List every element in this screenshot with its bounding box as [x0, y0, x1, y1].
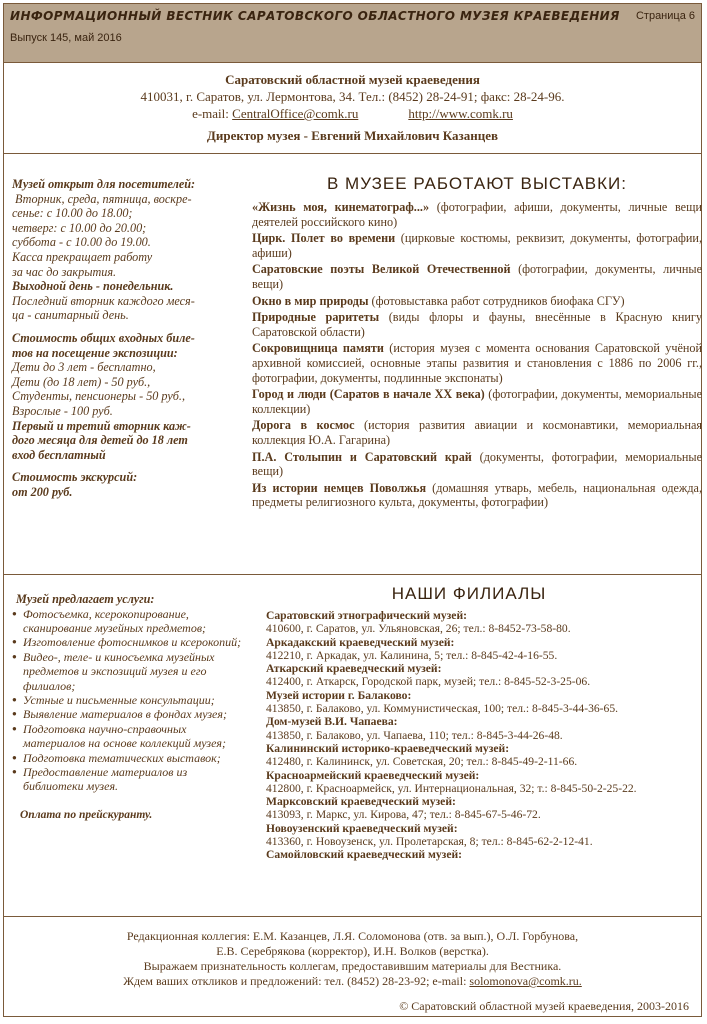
- branch-item: [266, 822, 702, 849]
- service-item: ● Фотосъемка, ксерокопирование, сканирование музейных предметов;: [12, 607, 244, 636]
- service-item: ● Подготовка тематических выставок;: [12, 751, 244, 765]
- exhibition-name: Город и люди (Саратов в начале XX века): [252, 387, 485, 402]
- branch-item: [266, 715, 702, 742]
- sanitary-line: Последний вторник каждого меся-: [12, 293, 195, 308]
- museum-address: 410031, г. Саратов, ул. Лермонтова, 34. Тел.: (8452) 28-24-91; факс: 28-24-96.: [140, 89, 565, 104]
- branch-address: 410600, г. Саратов, ул. Ульяновская, 26; тел.: 8-8452-73-58-80.: [266, 622, 571, 636]
- contact-links: [4, 105, 701, 122]
- branch-name: Саратовский этнографический музей:: [266, 609, 467, 622]
- day-off: Выходной день - понедельник.: [12, 279, 174, 294]
- exhibition-name: Сокровищница памяти: [252, 341, 384, 356]
- divider-top: [4, 153, 701, 154]
- issue-label: Выпуск 145, май 2016: [10, 32, 122, 44]
- exhibition-item: [252, 310, 702, 339]
- newsletter-title: ИНФОРМАЦИОННЫЙ ВЕСТНИК САРАТОВСКОГО ОБЛАСТНОГО МУЗЕЯ КРАЕВЕДЕНИЯ: [10, 9, 620, 23]
- branch-address: 412480, г. Калининск, ул. Советская, 20; тел.: 8-845-49-2-11-66.: [266, 755, 578, 769]
- service-item: ● Предоставление материалов из библиотеки музея.: [12, 765, 244, 794]
- exhibition-name: П.А. Столыпин и Саратовский край: [252, 449, 472, 464]
- exhibition-name: Саратовские поэты Великой Отечественной: [252, 262, 511, 277]
- page-number: Страница 6: [635, 10, 695, 22]
- divider-bottom: [4, 916, 701, 917]
- exhibitions-title: В МУЗЕЕ РАБОТАЮТ ВЫСТАВКИ:: [327, 174, 627, 193]
- pricing-note: Оплата по прейскуранту.: [20, 808, 153, 821]
- exhibition-item: [252, 341, 702, 385]
- exhibition-desc: (история развития авиации и космонавтики, мемориальная коллекция Ю.А. Гагарина): [252, 418, 702, 447]
- exhibition-desc: (фотографии, афиши, документы, личные вещи деятелей российского кино): [252, 200, 702, 229]
- price-line: Дети до 3 лет - бесплатно,: [12, 360, 156, 375]
- branches-list: [266, 609, 702, 862]
- exhibition-desc: (домашняя утварь, мебель, национальная одежда, предметы религиозного культа, документы, фотографии): [252, 480, 703, 510]
- free-entry-line: Первый и третий вторник каж-: [12, 418, 191, 433]
- website-link[interactable]: http://www.comk.ru: [408, 106, 513, 121]
- branch-item: [266, 769, 702, 796]
- hours-line: Вторник, среда, пятница, воскре-: [12, 191, 192, 206]
- branch-name: Музей истории г. Балаково:: [266, 688, 412, 702]
- copyright: © Саратовский областной музей краеведения, 2003-2016: [399, 999, 689, 1013]
- services-list: [12, 607, 244, 794]
- branch-name: Аркадакский краеведческий музей:: [266, 635, 455, 649]
- exhibition-item: [252, 481, 702, 510]
- exhibitions-block: [252, 174, 702, 512]
- branches-title: НАШИ ФИЛИАЛЫ: [391, 584, 547, 603]
- excursion-line: от 200 руб.: [12, 484, 73, 499]
- editorial-footer: [4, 929, 701, 989]
- exhibition-item: [252, 418, 702, 447]
- branch-name: Самойловский краеведческий музей:: [266, 848, 463, 862]
- branch-address: 413093, г. Маркс, ул. Кирова, 47; тел.: 8-845-67-5-46-72.: [266, 808, 541, 822]
- service-item: ● Подготовка научно-справочных материалов на основе коллекций музея;: [12, 722, 244, 751]
- hours-line: четверг: с 10.00 до 20.00;: [12, 220, 147, 235]
- price-line: Дети (до 18 лет) - 50 руб.,: [12, 374, 151, 389]
- opening-hours-block: [12, 177, 242, 499]
- service-item: ● Видео-, теле- и киносъемка музейных предметов и экспозиций музея и его филиалов;: [12, 650, 244, 693]
- exhibition-name: «Жизнь моя, кинематограф...»: [252, 200, 430, 214]
- branch-item: [266, 742, 702, 769]
- branch-address: 413850, г. Балаково, ул. Коммунистическая, 100; тел.: 8-845-3-44-36-65.: [266, 702, 619, 716]
- free-entry-line: дого месяца для детей до 18 лет: [12, 433, 188, 448]
- exhibition-name: Цирк. Полет во времени: [252, 231, 396, 246]
- email-group: [192, 105, 358, 122]
- exhibition-desc: (виды флоры и фауны, внесённые в Красную книгу Саратовской области): [252, 310, 703, 339]
- branch-address: 413360, г. Новоузенск, ул. Пролетарская, 8; тел.: 8-845-62-2-12-41.: [266, 835, 593, 849]
- feedback-email-link[interactable]: solomonova@comk.ru.: [469, 974, 582, 988]
- email-link[interactable]: CentralOffice@comk.ru: [232, 106, 359, 121]
- exhibition-name: Из истории немцев Поволжья: [252, 480, 427, 495]
- museum-name: Саратовский областной музей краеведения: [225, 72, 480, 87]
- branch-item: [266, 689, 702, 716]
- exhibition-desc: (фотовыставка работ сотрудников биофака СГУ): [368, 293, 625, 308]
- branch-item: [266, 848, 702, 861]
- editorial-board: Редакционная коллегия: Е.М. Казанцев, Л.Я. Соломонова (отв. за вып.), О.Л. Горбунова,: [126, 929, 579, 943]
- feedback-text: Ждем ваших откликов и предложений: тел. (8452) 28-23-92; e-mail:: [123, 974, 470, 988]
- branches-block: [266, 584, 702, 862]
- branch-name: Новоузенский краеведческий музей:: [266, 821, 458, 835]
- exhibition-desc: (история музея с момента основания Саратовской учёной архивной комиссией, основные этапы развития и становления с 1886 по 2006 гг., фотографии, документы, подлинные экспонаты): [252, 341, 702, 385]
- price-line: Взрослые - 100 руб.: [12, 403, 113, 418]
- branch-address: 413850, г. Балаково, ул. Чапаева, 110; тел.: 8-845-3-44-26-48.: [266, 728, 563, 742]
- service-item: ● Устные и письменные консультации;: [12, 693, 244, 707]
- exhibition-name: Окно в мир природы: [252, 293, 369, 308]
- exhibition-desc: (документы, фотографии, мемориальные вещи): [252, 449, 703, 479]
- branch-address: 412210, г. Аркадак, ул. Калинина, 5; тел.: 8-845-42-4-16-55.: [266, 648, 558, 662]
- prices-heading: Стоимость общих входных биле-: [12, 330, 195, 345]
- hours-line: Касса прекращает работу: [12, 249, 153, 264]
- exhibition-item: [252, 294, 702, 309]
- free-entry-line: вход бесплатный: [12, 447, 106, 462]
- branch-name: Дом-музей В.И. Чапаева:: [266, 715, 398, 729]
- service-item: ● Изготовление фотоснимков и ксерокопий;: [12, 635, 244, 649]
- divider-middle: [4, 574, 701, 575]
- exhibition-name: Природные раритеты: [252, 310, 380, 325]
- hours-line: сенье: с 10.00 до 18.00;: [12, 206, 133, 221]
- branch-name: Марксовский краеведческий музей:: [266, 795, 456, 809]
- exhibition-item: [252, 200, 702, 229]
- service-item: ● Выявление материалов в фондах музея;: [12, 707, 244, 721]
- branch-item: [266, 636, 702, 663]
- sanitary-line: ца - санитарный день.: [12, 308, 129, 323]
- director-line: Директор музея - Евгений Михайлович Казанцев: [206, 128, 499, 143]
- hours-line: за час до закрытия.: [12, 264, 117, 279]
- branch-name: Красноармейский краеведческий музей:: [266, 768, 480, 782]
- exhibition-desc: (фотографии, документы, личные вещи): [252, 262, 702, 291]
- prices-heading: тов на посещение экспозиции:: [12, 345, 178, 360]
- price-line: Студенты, пенсионеры - 50 руб.,: [12, 389, 185, 404]
- exhibition-desc: (фотографии, документы, мемориальные коллекции): [252, 387, 702, 416]
- services-block: [12, 592, 244, 822]
- excursion-line: Стоимость экскурсий:: [12, 470, 138, 485]
- branch-name: Калининский историко-краеведческий музей:: [266, 741, 510, 755]
- newsletter-header: [4, 4, 701, 63]
- hours-heading: Музей открыт для посетителей:: [12, 177, 196, 191]
- feedback-line: [4, 974, 701, 989]
- exhibition-desc: (цирковые костюмы, реквизит, документы, фотографии, афиши): [252, 231, 702, 260]
- exhibition-item: [252, 387, 702, 416]
- branch-address: 412400, г. Аткарск, Городской парк, музей; тел.: 8-845-52-3-25-06.: [266, 675, 591, 689]
- exhibition-item: [252, 262, 702, 291]
- exhibition-item: [252, 231, 702, 260]
- branch-name: Аткарский краеведческий музей:: [266, 662, 442, 676]
- branch-address: 412800, г. Красноармейск, ул. Интернациональная, 32; т.: 8-845-50-2-25-22.: [266, 781, 637, 795]
- exhibitions-list: [252, 200, 702, 510]
- exhibition-name: Дорога в космос: [252, 418, 355, 433]
- editorial-board-cont: Е.В. Серебрякова (корректор), И.Н. Волков (верстка).: [216, 944, 489, 958]
- services-heading: Музей предлагает услуги:: [16, 592, 155, 606]
- branch-item: [266, 609, 702, 636]
- exhibition-item: [252, 450, 702, 479]
- email-label: e-mail:: [192, 106, 229, 121]
- acknowledgement: Выражаем признательность коллегам, предоставившим материалы для Вестника.: [143, 959, 562, 973]
- museum-contacts: [4, 64, 701, 152]
- page-frame: [3, 3, 702, 1017]
- branch-item: [266, 662, 702, 689]
- branch-item: [266, 795, 702, 822]
- hours-line: суббота - с 10.00 до 19.00.: [12, 235, 151, 250]
